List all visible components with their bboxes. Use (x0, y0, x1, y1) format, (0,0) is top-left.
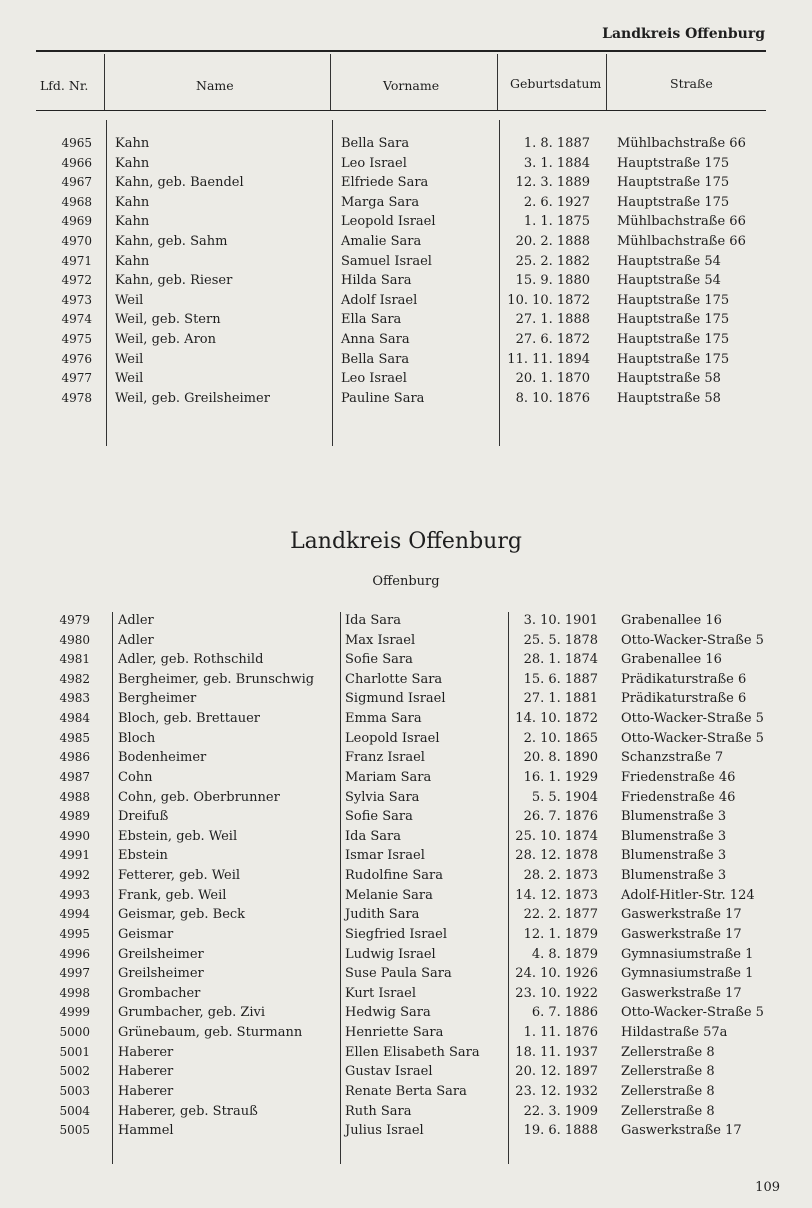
vorname-cell: Leo Israel (341, 155, 407, 171)
name-cell: Frank, geb. Weil (118, 887, 227, 903)
geburtsdatum-cell: 27. 6. 1872 (515, 332, 590, 347)
table-row (0, 312, 812, 332)
geburtsdatum-cell: 1. 8. 1887 (523, 136, 590, 151)
table-row (0, 1045, 812, 1065)
lfd-nr-cell: 4992 (59, 868, 90, 883)
lfd-nr-cell: 4981 (59, 652, 90, 667)
geburtsdatum-cell: 3. 1. 1884 (523, 155, 590, 171)
lfd-nr-cell: 5001 (59, 1044, 90, 1059)
name-cell: Weil (115, 351, 144, 367)
lfd-nr-cell: 4990 (59, 828, 90, 843)
geburtsdatum-cell: 12. 1. 1879 (523, 926, 598, 942)
name-cell: Hammel (118, 1123, 174, 1139)
lfd-nr-cell: 4982 (59, 671, 90, 686)
table-row (0, 214, 812, 234)
lfd-nr-cell: 4996 (59, 946, 90, 961)
strasse-cell: Hauptstraße 54 (617, 273, 721, 289)
column-header-name: Name (196, 78, 234, 93)
section-subtitle: Offenburg (372, 574, 440, 589)
strasse-cell: Otto-Wacker-Straße 5 (621, 632, 764, 648)
table-row (0, 750, 812, 770)
name-cell: Kahn (115, 136, 150, 151)
geburtsdatum-cell: 18. 11. 1937 (515, 1044, 598, 1060)
vorname-cell: Siegfried Israel (345, 926, 448, 942)
strasse-cell: Hauptstraße 175 (617, 312, 730, 328)
vorname-cell: Sofie Sara (345, 652, 413, 668)
strasse-cell: Zellerstraße 8 (621, 1103, 715, 1119)
strasse-cell: Hauptstraße 175 (617, 292, 730, 308)
geburtsdatum-cell: 20. 2. 1888 (515, 234, 590, 249)
vorname-cell: Pauline Sara (341, 390, 425, 406)
name-cell: Grünebaum, geb. Sturmann (118, 1025, 303, 1041)
name-cell: Bergheimer (118, 691, 197, 707)
table-row (0, 371, 812, 391)
geburtsdatum-cell: 3. 10. 1901 (523, 613, 598, 628)
lfd-nr-cell: 4987 (59, 769, 90, 784)
geburtsdatum-cell: 15. 9. 1880 (515, 273, 590, 289)
geburtsdatum-cell: 28. 1. 1874 (523, 652, 598, 668)
name-cell: Ebstein, geb. Weil (118, 828, 238, 844)
strasse-cell: Gaswerkstraße 17 (621, 1123, 742, 1139)
name-cell: Kahn (115, 194, 150, 210)
strasse-cell: Mühlbachstraße 66 (617, 234, 746, 249)
table-row (0, 613, 812, 633)
vorname-cell: Rudolfine Sara (345, 868, 443, 884)
strasse-cell: Schanzstraße 7 (621, 750, 724, 766)
table-row (0, 672, 812, 692)
table-row (0, 947, 812, 967)
vorname-cell: Melanie Sara (345, 887, 433, 903)
lfd-nr-cell: 4997 (59, 966, 90, 981)
name-cell: Haberer (118, 1044, 174, 1060)
lfd-nr-cell: 4971 (61, 253, 92, 268)
name-cell: Weil (115, 292, 144, 308)
vorname-cell: Amalie Sara (341, 234, 422, 249)
strasse-cell: Grabenallee 16 (621, 613, 722, 628)
geburtsdatum-cell: 6. 7. 1886 (531, 1005, 598, 1021)
name-cell: Dreifuß (118, 809, 169, 825)
lfd-nr-cell: 4967 (61, 175, 92, 190)
name-cell: Cohn, geb. Oberbrunner (118, 789, 280, 805)
lfd-nr-cell: 4988 (59, 789, 90, 804)
vorname-cell: Adolf Israel (341, 292, 418, 308)
geburtsdatum-cell: 16. 1. 1929 (523, 769, 598, 785)
geburtsdatum-cell: 25. 2. 1882 (515, 253, 590, 269)
table-row (0, 868, 812, 888)
vorname-cell: Suse Paula Sara (345, 966, 452, 982)
vorname-cell: Sofie Sara (345, 809, 413, 825)
lfd-nr-cell: 5005 (59, 1123, 90, 1138)
lfd-nr-cell: 4975 (61, 332, 92, 346)
name-cell: Adler (118, 613, 154, 628)
strasse-cell: Otto-Wacker-Straße 5 (621, 711, 764, 727)
geburtsdatum-cell: 2. 6. 1927 (523, 194, 590, 210)
vorname-cell: Gustav Israel (345, 1064, 433, 1080)
name-cell: Kahn, geb. Sahm (115, 234, 228, 249)
table-row (0, 1104, 812, 1124)
geburtsdatum-cell: 15. 6. 1887 (523, 671, 598, 687)
name-cell: Greilsheimer (118, 946, 204, 962)
name-cell: Greilsheimer (118, 966, 204, 982)
vorname-cell: Bella Sara (341, 136, 410, 151)
header-bottom-rule (36, 110, 766, 111)
table-row (0, 809, 812, 829)
table-row (0, 790, 812, 810)
geburtsdatum-cell: 22. 3. 1909 (523, 1103, 598, 1119)
lfd-nr-cell: 4995 (59, 926, 90, 941)
geburtsdatum-cell: 20. 12. 1897 (515, 1064, 598, 1080)
strasse-cell: Gaswerkstraße 17 (621, 985, 742, 1001)
strasse-cell: Hauptstraße 175 (617, 351, 730, 367)
geburtsdatum-cell: 28. 12. 1878 (515, 848, 598, 864)
table-row (0, 175, 812, 195)
name-cell: Bergheimer, geb. Brunschwig (118, 671, 315, 687)
lfd-nr-cell: 4998 (59, 985, 90, 1000)
strasse-cell: Hauptstraße 58 (617, 371, 721, 387)
strasse-cell: Zellerstraße 8 (621, 1083, 715, 1099)
vorname-cell: Samuel Israel (341, 253, 432, 269)
header-column-divider (104, 54, 105, 110)
lfd-nr-cell: 4968 (61, 194, 92, 209)
name-cell: Fetterer, geb. Weil (118, 868, 241, 884)
vorname-cell: Charlotte Sara (345, 671, 443, 687)
geburtsdatum-cell: 1. 1. 1875 (523, 214, 590, 230)
table-row (0, 195, 812, 215)
strasse-cell: Mühlbachstraße 66 (617, 136, 746, 151)
table-row (0, 829, 812, 849)
strasse-cell: Otto-Wacker-Straße 5 (621, 730, 764, 746)
geburtsdatum-cell: 5. 5. 1904 (531, 789, 598, 805)
table-row (0, 633, 812, 653)
lfd-nr-cell: 4980 (59, 632, 90, 647)
strasse-cell: Hauptstraße 175 (617, 155, 730, 171)
strasse-cell: Blumenstraße 3 (621, 809, 727, 825)
geburtsdatum-cell: 25. 10. 1874 (515, 828, 598, 844)
name-cell: Haberer (118, 1064, 174, 1080)
vorname-cell: Ida Sara (345, 828, 401, 844)
geburtsdatum-cell: 27. 1. 1888 (515, 312, 590, 328)
name-cell: Bloch (118, 730, 156, 746)
table-row (0, 711, 812, 731)
geburtsdatum-cell: 23. 10. 1922 (515, 985, 598, 1001)
geburtsdatum-cell: 14. 12. 1873 (515, 887, 598, 903)
name-cell: Weil, geb. Aron (115, 332, 216, 347)
table-row (0, 391, 812, 411)
name-cell: Grumbacher, geb. Zivi (118, 1005, 266, 1021)
table-row (0, 254, 812, 274)
vorname-cell: Bella Sara (341, 351, 410, 367)
lfd-nr-cell: 4969 (61, 214, 92, 229)
lfd-nr-cell: 4985 (59, 730, 90, 745)
lfd-nr-cell: 4994 (59, 907, 90, 922)
vorname-cell: Emma Sara (345, 711, 422, 727)
lfd-nr-cell: 5004 (59, 1103, 90, 1118)
name-cell: Weil (115, 371, 144, 387)
vorname-cell: Hilda Sara (341, 273, 412, 289)
geburtsdatum-cell: 28. 2. 1873 (523, 868, 598, 884)
vorname-cell: Hedwig Sara (345, 1005, 431, 1021)
strasse-cell: Adolf-Hitler-Str. 124 (621, 887, 755, 903)
table-row (0, 966, 812, 986)
name-cell: Kahn, geb. Rieser (115, 273, 233, 289)
geburtsdatum-cell: 19. 6. 1888 (523, 1123, 598, 1139)
vorname-cell: Leopold Israel (341, 214, 436, 230)
lfd-nr-cell: 4989 (59, 809, 90, 824)
vorname-cell: Mariam Sara (345, 769, 432, 785)
strasse-cell: Hauptstraße 54 (617, 253, 721, 269)
strasse-cell: Otto-Wacker-Straße 5 (621, 1005, 764, 1021)
name-cell: Weil, geb. Stern (115, 312, 221, 328)
header-column-divider (497, 54, 498, 110)
lfd-nr-cell: 4991 (59, 848, 90, 863)
vorname-cell: Elfriede Sara (341, 175, 429, 191)
table-row (0, 332, 812, 352)
name-cell: Ebstein (118, 848, 168, 864)
strasse-cell: Friedenstraße 46 (621, 789, 736, 805)
lfd-nr-cell: 4965 (61, 136, 92, 150)
column-header-lfd-nr: Lfd. Nr. (40, 78, 89, 93)
name-cell: Kahn (115, 253, 150, 269)
name-cell: Bloch, geb. Brettauer (118, 711, 260, 727)
geburtsdatum-cell: 4. 8. 1879 (531, 946, 598, 962)
lfd-nr-cell: 4999 (59, 1005, 90, 1020)
vorname-cell: Henriette Sara (345, 1025, 444, 1041)
table-row (0, 1025, 812, 1045)
name-cell: Geismar, geb. Beck (118, 907, 246, 923)
table-row (0, 234, 812, 254)
table-row (0, 848, 812, 868)
vorname-cell: Kurt Israel (345, 985, 416, 1001)
lfd-nr-cell: 4984 (59, 711, 90, 726)
strasse-cell: Grabenallee 16 (621, 652, 722, 668)
strasse-cell: Zellerstraße 8 (621, 1044, 715, 1060)
geburtsdatum-cell: 8. 10. 1876 (515, 390, 590, 406)
table-row (0, 652, 812, 672)
header-top-rule (36, 50, 766, 52)
lfd-nr-cell: 4972 (61, 273, 92, 288)
table-row (0, 986, 812, 1006)
lfd-nr-cell: 4983 (59, 691, 90, 706)
lfd-nr-cell: 4973 (61, 292, 92, 307)
vorname-cell: Franz Israel (345, 750, 425, 766)
table-row (0, 731, 812, 751)
lfd-nr-cell: 5003 (59, 1083, 90, 1098)
name-cell: Kahn, geb. Baendel (115, 175, 244, 191)
vorname-cell: Ida Sara (345, 613, 401, 628)
name-cell: Grombacher (118, 985, 201, 1001)
geburtsdatum-cell: 11. 11. 1894 (507, 351, 590, 367)
strasse-cell: Gaswerkstraße 17 (621, 926, 742, 942)
strasse-cell: Prädikaturstraße 6 (621, 671, 747, 687)
vorname-cell: Sylvia Sara (345, 789, 420, 805)
strasse-cell: Blumenstraße 3 (621, 848, 727, 864)
lfd-nr-cell: 4974 (61, 312, 92, 327)
vorname-cell: Leopold Israel (345, 730, 440, 746)
table-row (0, 1084, 812, 1104)
vorname-cell: Renate Berta Sara (345, 1083, 467, 1099)
strasse-cell: Blumenstraße 3 (621, 868, 727, 884)
name-cell: Kahn (115, 155, 150, 171)
table-row (0, 293, 812, 313)
table-row (0, 770, 812, 790)
vorname-cell: Ismar Israel (345, 848, 425, 864)
column-header-strasse: Straße (670, 76, 713, 91)
lfd-nr-cell: 4979 (59, 613, 90, 627)
name-cell: Haberer (118, 1083, 174, 1099)
vorname-cell: Ella Sara (341, 312, 402, 328)
name-cell: Haberer, geb. Strauß (118, 1103, 258, 1119)
table-row (0, 907, 812, 927)
geburtsdatum-cell: 20. 8. 1890 (523, 750, 598, 766)
header-column-divider (606, 54, 607, 110)
geburtsdatum-cell: 12. 3. 1889 (515, 175, 590, 191)
geburtsdatum-cell: 27. 1. 1881 (523, 691, 598, 707)
strasse-cell: Hauptstraße 58 (617, 390, 721, 406)
name-cell: Adler, geb. Rothschild (118, 652, 264, 668)
strasse-cell: Hauptstraße 175 (617, 175, 730, 191)
vorname-cell: Ellen Elisabeth Sara (345, 1044, 480, 1060)
column-header-vorname: Vorname (383, 78, 440, 93)
table-row (0, 1005, 812, 1025)
lfd-nr-cell: 5000 (59, 1025, 90, 1040)
table-row (0, 1123, 812, 1143)
vorname-cell: Max Israel (345, 632, 416, 648)
table-row (0, 1064, 812, 1084)
column-header-geburtsdatum: Geburtsdatum (510, 76, 602, 91)
vorname-cell: Sigmund Israel (345, 691, 446, 707)
strasse-cell: Gymnasiumstraße 1 (621, 946, 754, 962)
table-row (0, 352, 812, 372)
strasse-cell: Prädikaturstraße 6 (621, 691, 747, 707)
lfd-nr-cell: 4970 (61, 234, 92, 248)
geburtsdatum-cell: 25. 5. 1878 (523, 632, 598, 648)
strasse-cell: Hildastraße 57a (621, 1025, 728, 1041)
table-row (0, 136, 812, 156)
vorname-cell: Ludwig Israel (345, 946, 436, 962)
geburtsdatum-cell: 24. 10. 1926 (515, 966, 598, 982)
strasse-cell: Gaswerkstraße 17 (621, 907, 742, 923)
strasse-cell: Hauptstraße 175 (617, 332, 730, 347)
lfd-nr-cell: 5002 (59, 1064, 90, 1079)
name-cell: Cohn (118, 769, 153, 785)
table-row (0, 927, 812, 947)
table-row (0, 888, 812, 908)
lfd-nr-cell: 4986 (59, 750, 90, 765)
geburtsdatum-cell: 26. 7. 1876 (523, 809, 598, 825)
lfd-nr-cell: 4977 (61, 371, 92, 386)
strasse-cell: Blumenstraße 3 (621, 828, 727, 844)
lfd-nr-cell: 4993 (59, 887, 90, 902)
vorname-cell: Julius Israel (345, 1123, 424, 1139)
lfd-nr-cell: 4966 (61, 155, 92, 170)
vorname-cell: Anna Sara (341, 332, 410, 347)
name-cell: Bodenheimer (118, 750, 207, 766)
strasse-cell: Zellerstraße 8 (621, 1064, 715, 1080)
table-row (0, 691, 812, 711)
running-title: Landkreis Offenburg (602, 26, 765, 42)
page-number: 109 (755, 1180, 780, 1195)
geburtsdatum-cell: 23. 12. 1932 (515, 1083, 598, 1099)
vorname-cell: Ruth Sara (345, 1103, 412, 1119)
geburtsdatum-cell: 10. 10. 1872 (507, 292, 590, 308)
section-title: Landkreis Offenburg (290, 529, 522, 554)
geburtsdatum-cell: 20. 1. 1870 (515, 371, 590, 387)
strasse-cell: Mühlbachstraße 66 (617, 214, 746, 230)
lfd-nr-cell: 4976 (61, 351, 92, 366)
strasse-cell: Friedenstraße 46 (621, 769, 736, 785)
name-cell: Geismar (118, 926, 174, 942)
vorname-cell: Leo Israel (341, 371, 407, 387)
name-cell: Adler (118, 632, 154, 648)
geburtsdatum-cell: 2. 10. 1865 (523, 730, 598, 746)
name-cell: Kahn (115, 214, 150, 230)
vorname-cell: Marga Sara (341, 194, 420, 210)
strasse-cell: Hauptstraße 175 (617, 194, 730, 210)
geburtsdatum-cell: 22. 2. 1877 (523, 907, 598, 923)
geburtsdatum-cell: 14. 10. 1872 (515, 711, 598, 727)
name-cell: Weil, geb. Greilsheimer (115, 390, 270, 406)
lfd-nr-cell: 4978 (61, 390, 92, 405)
table-row (0, 273, 812, 293)
geburtsdatum-cell: 1. 11. 1876 (523, 1025, 598, 1041)
strasse-cell: Gymnasiumstraße 1 (621, 966, 754, 982)
table-row (0, 156, 812, 176)
header-column-divider (330, 54, 331, 110)
vorname-cell: Judith Sara (345, 907, 420, 923)
